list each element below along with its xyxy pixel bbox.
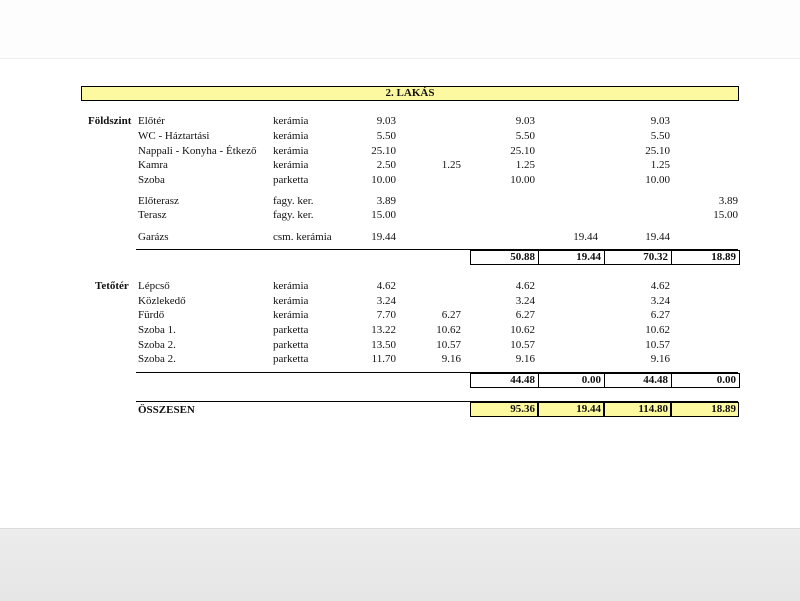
room-name: Lépcső xyxy=(138,280,170,292)
room-name: Garázs xyxy=(138,231,169,243)
value-cell: 25.10 xyxy=(510,145,535,157)
total-value: 18.89 xyxy=(711,403,736,415)
table-row xyxy=(0,294,800,308)
value-cell: 9.03 xyxy=(650,115,670,127)
material: kerámia xyxy=(273,130,309,142)
value-cell: 10.00 xyxy=(371,174,396,186)
room-name: Szoba 1. xyxy=(138,324,176,336)
value-cell: 25.10 xyxy=(371,145,396,157)
value-cell: 5.50 xyxy=(515,130,535,142)
value-cell: 1.25 xyxy=(515,159,535,171)
value-cell: 3.24 xyxy=(650,295,670,307)
value-cell: 2.50 xyxy=(376,159,396,171)
room-name: Előterasz xyxy=(138,195,179,207)
value-cell: 10.57 xyxy=(510,339,535,351)
material: parketta xyxy=(273,174,309,186)
room-name: Szoba 2. xyxy=(138,353,176,365)
material: fagy. ker. xyxy=(273,209,314,221)
value-cell: 25.10 xyxy=(645,145,670,157)
value-cell: 19.44 xyxy=(645,231,670,243)
material: kerámia xyxy=(273,280,309,292)
material: kerámia xyxy=(273,115,309,127)
bottom-bar xyxy=(0,528,800,601)
total-value: 95.36 xyxy=(510,403,535,415)
value-cell: 1.25 xyxy=(441,159,461,171)
room-name: Kamra xyxy=(138,159,168,171)
value-cell: 6.27 xyxy=(441,309,461,321)
material: csm. kerámia xyxy=(273,231,332,243)
table-row xyxy=(0,338,800,352)
value-cell: 13.50 xyxy=(371,339,396,351)
total-label: ÖSSZESEN xyxy=(138,404,195,416)
subtotal-value: 19.44 xyxy=(576,251,601,263)
material: kerámia xyxy=(273,159,309,171)
material: parketta xyxy=(273,324,309,336)
room-name: Terasz xyxy=(138,209,167,221)
table-row xyxy=(0,129,800,143)
material: kerámia xyxy=(273,295,309,307)
material: fagy. ker. xyxy=(273,195,314,207)
material: parketta xyxy=(273,353,309,365)
total-value: 19.44 xyxy=(576,403,601,415)
total-value: 114.80 xyxy=(638,403,668,415)
value-cell: 10.62 xyxy=(645,324,670,336)
table-row xyxy=(0,323,800,337)
section-label: Tetőtér xyxy=(95,280,129,292)
subtotal-value: 50.88 xyxy=(510,251,535,263)
material: kerámia xyxy=(273,309,309,321)
material: parketta xyxy=(273,339,309,351)
subtotal-value: 0.00 xyxy=(581,374,601,386)
table-row xyxy=(0,208,800,222)
table-row xyxy=(0,114,800,128)
subtotal-value: 44.48 xyxy=(643,374,668,386)
table-row xyxy=(0,308,800,322)
value-cell: 11.70 xyxy=(371,353,396,365)
value-cell: 9.16 xyxy=(515,353,535,365)
room-name: Szoba 2. xyxy=(138,339,176,351)
value-cell: 10.00 xyxy=(645,174,670,186)
value-cell: 3.24 xyxy=(376,295,396,307)
table-row xyxy=(0,144,800,158)
room-name: Fürdő xyxy=(138,309,165,321)
value-cell: 4.62 xyxy=(650,280,670,292)
room-name: Előtér xyxy=(138,115,165,127)
value-cell: 10.57 xyxy=(436,339,461,351)
table-row xyxy=(0,279,800,293)
subtotal-value: 44.48 xyxy=(510,374,535,386)
table-row xyxy=(0,352,800,366)
value-cell: 19.44 xyxy=(371,231,396,243)
value-cell: 13.22 xyxy=(371,324,396,336)
value-cell: 10.57 xyxy=(645,339,670,351)
value-cell: 6.27 xyxy=(650,309,670,321)
value-cell: 7.70 xyxy=(376,309,396,321)
value-cell: 9.16 xyxy=(650,353,670,365)
subtotal-value: 0.00 xyxy=(716,374,736,386)
value-cell: 10.62 xyxy=(436,324,461,336)
value-cell: 10.62 xyxy=(510,324,535,336)
room-name: Közlekedő xyxy=(138,295,186,307)
table-row xyxy=(0,173,800,187)
table-row xyxy=(0,230,800,244)
room-name: Szoba xyxy=(138,174,165,186)
value-cell: 1.25 xyxy=(650,159,670,171)
subtotal-value: 18.89 xyxy=(711,251,736,263)
top-bar xyxy=(0,0,800,59)
room-name: Nappali - Konyha - Étkező xyxy=(138,145,257,157)
value-cell: 10.00 xyxy=(510,174,535,186)
value-cell: 4.62 xyxy=(376,280,396,292)
table-row xyxy=(0,158,800,172)
value-cell: 15.00 xyxy=(713,209,738,221)
value-cell: 3.24 xyxy=(515,295,535,307)
table-row xyxy=(0,194,800,208)
value-cell: 9.03 xyxy=(515,115,535,127)
table-title: 2. LAKÁS xyxy=(81,86,739,101)
section-label: Földszint xyxy=(88,115,132,127)
value-cell: 9.16 xyxy=(441,353,461,365)
value-cell: 19.44 xyxy=(573,231,598,243)
value-cell: 3.89 xyxy=(718,195,738,207)
room-name: WC - Háztartási xyxy=(138,130,210,142)
value-cell: 5.50 xyxy=(650,130,670,142)
material: kerámia xyxy=(273,145,309,157)
subtotal-value: 70.32 xyxy=(643,251,668,263)
value-cell: 6.27 xyxy=(515,309,535,321)
value-cell: 3.89 xyxy=(376,195,396,207)
value-cell: 15.00 xyxy=(371,209,396,221)
value-cell: 9.03 xyxy=(376,115,396,127)
value-cell: 4.62 xyxy=(515,280,535,292)
value-cell: 5.50 xyxy=(376,130,396,142)
